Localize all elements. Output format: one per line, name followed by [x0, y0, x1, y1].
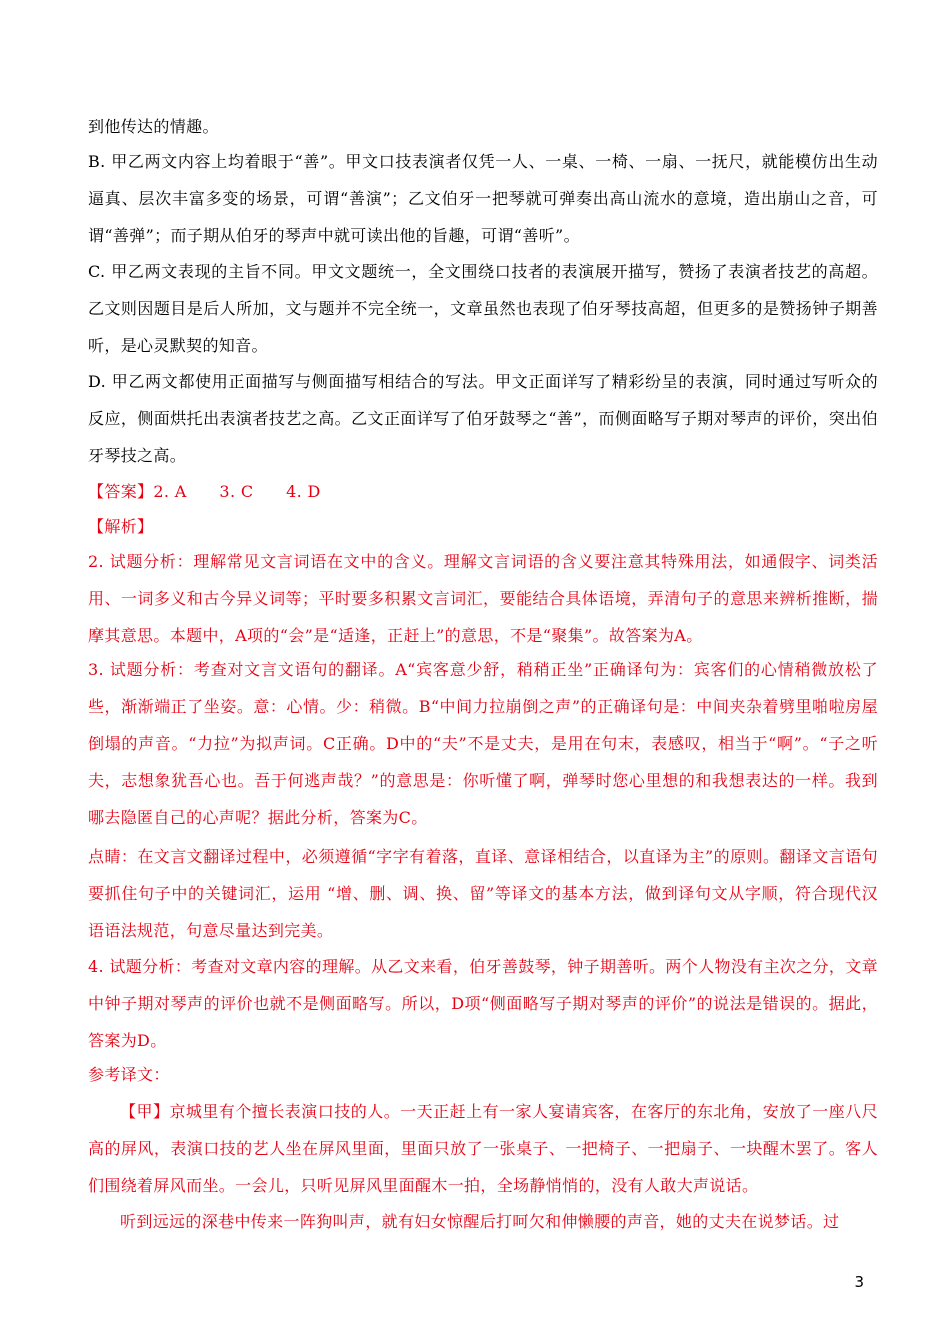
option-c-paragraph: C. 甲乙两文表现的主旨不同。甲文文题统一，全文围绕口技者的表演展开描写，赞扬了表演者技艺的高超。乙文则因题目是后人所加，文与题并不完全统一，文章虽然也表现了伯牙琴技高超，但更多的是赞扬钟子期善听，是心灵默契的知音。 — [88, 262, 878, 355]
analysis-label: 【解析】 — [88, 517, 154, 536]
page-number: 3 — [854, 1273, 864, 1291]
analysis-tip: 点睛：在文言文翻译过程中，必须遵循“字字有着落，直译、意译相结合，以直译为主”的原则。翻译文言语句要抓住句子中的关键词汇，运用 “增、删、调、换、留”等译文的基本方法，做到译句文从字顺，符合现代汉语语法规范，句意尽量达到完美。 — [88, 847, 878, 940]
answer-label: 【答案】 — [88, 482, 154, 501]
answer-value: 2. A 3. C 4. D — [153, 482, 321, 501]
translation-label: 参考译文： — [88, 1065, 170, 1084]
translation-next: 听到远远的深巷中传来一阵狗叫声，就有妇女惊醒后打呵欠和伸懒腰的声音，她的丈夫在说梦话。过 — [120, 1212, 840, 1231]
paragraph-continuation: 到他传达的情趣。 — [88, 117, 219, 136]
analysis-q4: 4. 试题分析：考查对文章内容的理解。从乙文来看，伯牙善鼓琴，钟子期善听。两个人物没有主次之分，文章中钟子期对琴声的评价也就不是侧面略写。所以，D项“侧面略写子期对琴声的评价”的说法是错误的。据此，答案为D。 — [88, 957, 878, 1050]
analysis-q3: 3. 试题分析：考查对文言文语句的翻译。A“宾客意少舒，稍稍正坐”正确译句为：宾客们的心情稍微放松了些，渐渐端正了坐姿。意：心情。少：稍微。B“中间力拉崩倒之声”的正确译句是：中间夹杂着劈里啪啦房屋倒塌的声音。“力拉”为拟声词。C正确。D中的“夫”不是丈夫，是用在句末，表感叹，相当于“啊”。“子之听夫，志想象犹吾心也。吾于何逃声哉？”的意思是：你听懂了啊，弹琴时您心里想的和我想表达的一样。我到哪去隐匿自己的心声呢？据此分析，答案为C。 — [88, 660, 878, 827]
answer-line — [88, 473, 878, 510]
analysis-q2: 2. 试题分析：理解常见文言词语在文中的含义。理解文言词语的含义要注意其特殊用法，如通假字、词类活用、一词多义和古今异义词等；平时要多积累文言词汇，要能结合具体语境，弄清句子的意思来辨析推断，揣摩其意思。本题中，A项的“会”是“适逢，正赶上”的意思，不是“聚集”。故答案为A。 — [88, 552, 878, 645]
option-b-paragraph: B. 甲乙两文内容上均着眼于“善”。甲文口技表演者仅凭一人、一桌、一椅、一扇、一抚尺，就能模仿出生动逼真、层次丰富多变的场景，可谓“善演”；乙文伯牙一把琴就可弹奏出高山流水的意境，造出崩山之音，可谓“善弹”；而子期从伯牙的琴声中就可读出他的旨趣，可谓“善听”。 — [88, 152, 878, 245]
translation-jia: 【甲】京城里有个擅长表演口技的人。一天正赶上有一家人宴请宾客，在客厅的东北角，安放了一座八尺高的屏风，表演口技的艺人坐在屏风里面，里面只放了一张桌子、一把椅子、一把扇子、一块醒木罢了。客人们围绕着屏风而坐。一会儿，只听见屏风里面醒木一拍，全场静悄悄的，没有人敢大声说话。 — [88, 1102, 878, 1195]
option-d-paragraph: D. 甲乙两文都使用正面描写与侧面描写相结合的写法。甲文正面详写了精彩纷呈的表演，同时通过写听众的反应，侧面烘托出表演者技艺之高。乙文正面详写了伯牙鼓琴之“善”，而侧面略写子期对琴声的评价，突出伯牙琴技之高。 — [88, 372, 878, 465]
